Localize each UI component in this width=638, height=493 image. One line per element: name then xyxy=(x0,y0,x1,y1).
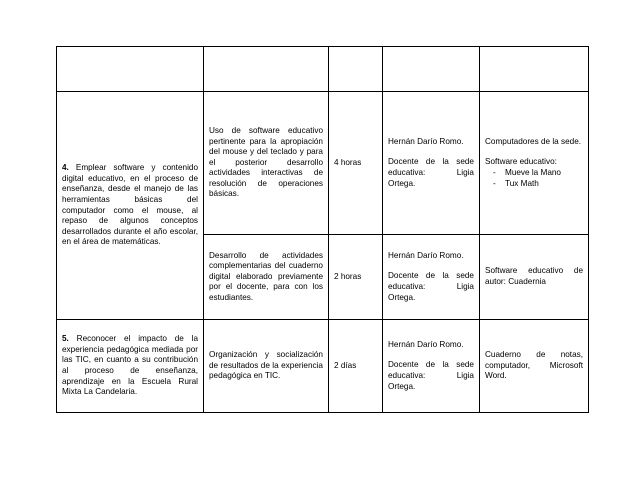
time-cell: 2 días xyxy=(329,320,383,413)
activity-cell: Uso de software educativo pertinente para la apropiación del mouse y del teclado y para el posterior desarrollo actividades interactivas de resolución de operaciones básicas. xyxy=(204,92,329,235)
table-row xyxy=(57,320,589,413)
responsible-teacher: Docente de la sede educativa: Ligia Ortega. xyxy=(388,271,474,302)
empty-cell xyxy=(57,47,204,92)
objective-cell xyxy=(57,320,204,413)
responsible-name: Hernán Darío Romo. xyxy=(388,136,464,146)
responsible-cell xyxy=(383,92,480,235)
responsible-name: Hernán Darío Romo. xyxy=(388,250,464,260)
table-row xyxy=(57,47,589,92)
objective-text: Emplear software y contenido digital educativo, en el proceso de enseñanza, desde el manejo de las herramientas básicas del computador como el mouse, al repaso de algunos conceptos desarrollados durante el año escolar, en el área de matemáticas. xyxy=(62,163,198,247)
objective-text: Reconocer el impacto de la experiencia pedagógica mediada por las TIC, en cuanto a su contribución al proceso de enseñanza, aprendizaje en la Escuela Rural Mixta La Candelaria. xyxy=(62,334,198,397)
software-list xyxy=(485,168,583,189)
resources-cell: Cuaderno de notas, computador, Microsoft Word. xyxy=(480,320,589,413)
empty-cell xyxy=(329,47,383,92)
objective-number: 5. xyxy=(62,334,69,344)
responsible-teacher: Docente de la sede educativa: Ligia Ortega. xyxy=(388,157,474,188)
resources-title: Computadores de la sede. xyxy=(485,136,582,146)
responsible-name: Hernán Darío Romo. xyxy=(388,339,464,349)
responsible-cell xyxy=(383,320,480,413)
empty-cell xyxy=(204,47,329,92)
activity-cell: Organización y socialización de resultados de la experiencia pedagógica en TIC. xyxy=(204,320,329,413)
responsible-cell xyxy=(383,235,480,320)
resources-cell xyxy=(480,92,589,235)
resources-cell: Software educativo de autor: Cuadernia xyxy=(480,235,589,320)
list-item: - Tux Math xyxy=(497,179,583,190)
empty-cell xyxy=(383,47,480,92)
time-cell: 4 horas xyxy=(329,92,383,235)
time-cell: 2 horas xyxy=(329,235,383,320)
list-item: - Mueve la Mano xyxy=(497,168,583,179)
empty-cell xyxy=(480,47,589,92)
objective-number: 4. xyxy=(62,163,69,173)
activity-cell: Desarrollo de actividades complementarias del cuaderno digital elaborado previamente por el docente, para con los estudiantes. xyxy=(204,235,329,320)
objective-cell xyxy=(57,92,204,320)
responsible-teacher: Docente de la sede educativa: Ligia Ortega. xyxy=(388,360,474,391)
activity-plan-table xyxy=(56,46,589,413)
table-row xyxy=(57,92,589,235)
resources-subtitle: Software educativo: xyxy=(485,157,557,167)
